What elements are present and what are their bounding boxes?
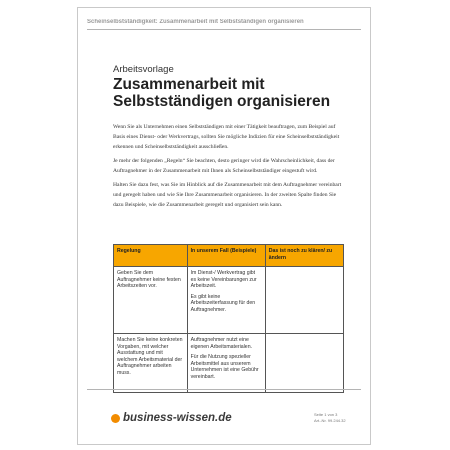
footer-meta (314, 412, 364, 424)
example-text: Im Dienst-/ Werkvertrag gibt es keine Vereinbarungen zur Arbeitszeit. (190, 270, 257, 290)
todo-cell[interactable] (265, 334, 343, 393)
document-page (77, 7, 371, 445)
paragraph: Halten Sie dazu fest, was Sie im Hinblick auf die Zusammenarbeit mit dem Auftragnehmer vereinbart und geregelt haben und wie Sie Ihre Zusammenarbeit organisieren. In der zweiten Spalte finden Sie dazu Beispiele, wie die Zusammenarbeit geregelt und organisiert sein kann. (113, 182, 342, 208)
article-number: Art.-Nr. 99.244.32 (314, 418, 346, 423)
page-number: Seite 1 von 3 (314, 412, 338, 417)
example-text: Für die Nutzung spezieller Arbeitsmittel aus unserem Unternehmen ist eine Gebühr vereinbart. (190, 354, 259, 380)
table-row (114, 334, 344, 393)
document-title (113, 76, 353, 110)
example-text: Auftragnehmer nutzt eine eigenen Arbeitsmaterialen. (190, 337, 253, 350)
rule-cell: Machen Sie keine konkreten Vorgaben, mit welcher Ausstattung und mit welchem Arbeitsmaterial der Auftragnehmer arbeiten muss. (114, 334, 188, 393)
title-line-2: Selbstständigen organisieren (113, 93, 331, 110)
brand-dot-icon (111, 414, 120, 423)
brand-name: business-wissen.de (123, 412, 232, 424)
examples-cell (187, 267, 265, 334)
column-header-regelung: Regelung (114, 245, 188, 267)
example-text: Es gibt keine Arbeitszeiterfassung für den Auftragnehmer. (190, 293, 256, 313)
footer-divider (87, 389, 361, 390)
rule-cell: Geben Sie dem Auftragnehmer keine festen Arbeitszeiten vor. (114, 267, 188, 334)
column-header-todo: Das ist noch zu klären/ zu ändern (265, 245, 343, 267)
rules-table (113, 244, 344, 393)
table-header-row (114, 245, 344, 267)
running-header: Scheinselbstständigkeit: Zusammenarbeit mit Selbstständigen organisieren (87, 19, 361, 30)
todo-cell[interactable] (265, 267, 343, 334)
table-row (114, 267, 344, 334)
paragraph: Je mehr der folgenden „Regeln“ Sie beachten, desto geringer wird die Wahrscheinlichkeit, dass der Auftragnehmer in der Zusammenarbeit mit Ihnen als Scheinselbstständiger eingestuft wird. (113, 158, 335, 174)
examples-cell (187, 334, 265, 393)
column-header-examples: In unserem Fall (Beispiele) (187, 245, 265, 267)
document-kicker: Arbeitsvorlage (113, 64, 174, 75)
brand-logo (111, 412, 232, 424)
paragraph: Wenn Sie als Unternehmen einen Selbstständigen mit einer Tätigkeit beauftragen, zum Beispiel auf Basis eines Dienst- oder Werkvertrags, sollten Sie mögliche Indizien für eine Scheinselbstständigkeit erkennen und Scheinselbstständigkeit ausschließen. (113, 124, 340, 150)
intro-text (113, 122, 345, 214)
title-line-1: Zusammenarbeit mit (113, 76, 265, 93)
